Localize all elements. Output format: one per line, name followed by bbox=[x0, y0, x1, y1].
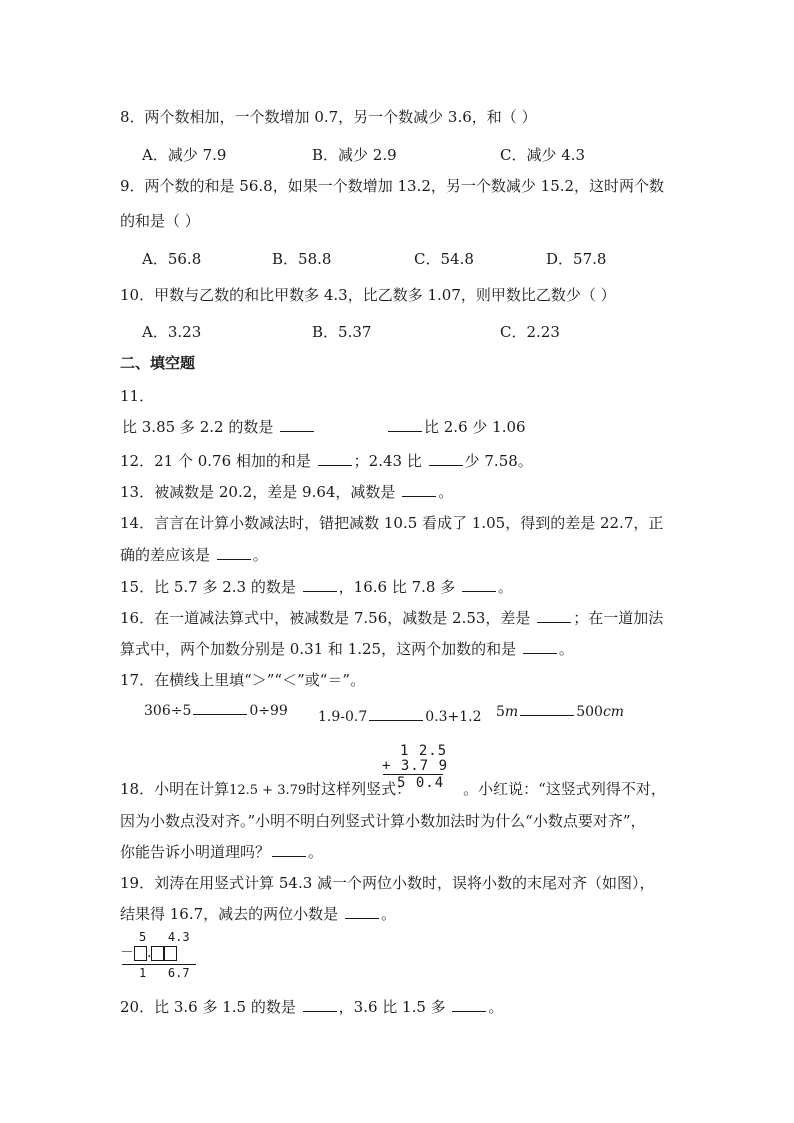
q15-blank-1[interactable] bbox=[303, 577, 337, 592]
q18-line1-c: 。小红说：“这竖式列得不对， bbox=[463, 780, 666, 798]
q17-cmp2-blank[interactable] bbox=[369, 708, 423, 721]
q14-line2 bbox=[120, 544, 268, 565]
q17-cmp3-right-num: 500 bbox=[576, 704, 603, 720]
q8-option-a[interactable]: A．减少 7.9 bbox=[142, 146, 227, 164]
q11-part2-text: 比 2.6 少 1.06 bbox=[424, 418, 526, 436]
q20-blank-2[interactable] bbox=[452, 997, 486, 1012]
q9-option-c[interactable]: C．54.8 bbox=[414, 250, 474, 268]
q11-part2 bbox=[388, 416, 526, 437]
q16-line1 bbox=[120, 607, 663, 628]
q17-cmp1-blank[interactable] bbox=[193, 702, 247, 715]
q19-blank[interactable] bbox=[345, 904, 379, 919]
q9-line2: 的和是（ ） bbox=[120, 212, 200, 230]
q14-line2-end: 。 bbox=[252, 546, 268, 564]
q18-line3-text: 你能告诉小明道理吗？ bbox=[120, 843, 271, 861]
q18-line3-end: 。 bbox=[308, 843, 324, 861]
q17-cmp3-right-unit: cm bbox=[602, 704, 625, 720]
q9-option-a[interactable]: A．56.8 bbox=[142, 250, 202, 268]
q17-compare-2 bbox=[318, 708, 482, 725]
q18-blank[interactable] bbox=[272, 842, 306, 857]
q17-compare-1 bbox=[144, 702, 288, 719]
q15-blank-2[interactable] bbox=[462, 577, 496, 592]
q15-part-c: 。 bbox=[498, 578, 514, 596]
q19-line1: 19．刘涛在用竖式计算 54.3 减一个两位小数时，误将小数的末尾对齐（如图）， bbox=[120, 874, 655, 892]
q12-blank-2[interactable] bbox=[429, 451, 463, 466]
q9-option-d[interactable]: D．57.8 bbox=[546, 250, 607, 268]
q19-line2-end: 。 bbox=[380, 905, 396, 923]
q12-part-a: 12．21 个 0.76 相加的和是 bbox=[120, 452, 311, 470]
q15-text bbox=[120, 576, 513, 597]
q13-blank[interactable] bbox=[402, 482, 436, 497]
q19-vertical-rule bbox=[122, 964, 196, 965]
q17-cmp3-left-unit: m bbox=[504, 704, 519, 720]
q20-part-c: 。 bbox=[488, 998, 504, 1016]
q19-vertical-top: 5 4.3 bbox=[139, 930, 190, 944]
q16-line2-text: 算式中，两个加数分别是 0.31 和 1.25，这两个加数的和是 bbox=[120, 640, 517, 658]
q15-part-b: ，16.6 比 7.8 多 bbox=[338, 578, 456, 596]
q14-blank[interactable] bbox=[217, 545, 251, 560]
q12-part-b: ；2.43 比 bbox=[353, 452, 422, 470]
q13-part-b: 。 bbox=[438, 483, 454, 501]
q19-digit-box-2[interactable] bbox=[151, 946, 164, 961]
q18-vertical-row1: 1 2.5 bbox=[400, 743, 448, 759]
q20-part-b: ，3.6 比 1.5 多 bbox=[338, 998, 446, 1016]
section-heading-fill-in: 二、填空题 bbox=[120, 354, 196, 372]
q16-line2-end: 。 bbox=[558, 640, 574, 658]
q20-text bbox=[120, 996, 503, 1017]
q15-part-a: 15．比 5.7 多 2.3 的数是 bbox=[120, 578, 296, 596]
q14-line2-text: 确的差应该是 bbox=[120, 546, 211, 564]
q19-digit-box-1[interactable] bbox=[134, 946, 147, 961]
q8-option-b[interactable]: B．减少 2.9 bbox=[312, 146, 397, 164]
q19-digit-box-3[interactable] bbox=[164, 946, 177, 961]
q9-line1: 9．两个数的和是 56.8，如果一个数增加 13.2，另一个数减少 15.2，这时两个数 bbox=[120, 177, 665, 195]
q13-text bbox=[120, 481, 453, 502]
q16-line2 bbox=[120, 638, 574, 659]
q18-vertical-row3: 5 0.4 bbox=[397, 775, 445, 791]
q8-stem: 8．两个数相加，一个数增加 0.7，另一个数减少 3.6，和 bbox=[120, 108, 502, 126]
q17-text: 17．在横线上里填“＞”“＜”或“＝”。 bbox=[120, 671, 366, 689]
q16-blank-2[interactable] bbox=[523, 639, 557, 654]
q9-option-b[interactable]: B．58.8 bbox=[272, 250, 332, 268]
q16-line1-end: ；在一道加法 bbox=[573, 609, 664, 627]
q18-expression: 12.5 + 3.79 bbox=[229, 783, 307, 798]
q19-line2-text: 结果得 16.7，减去的两位小数是 bbox=[120, 905, 339, 923]
q12-text bbox=[120, 450, 533, 471]
q17-cmp1-right: 0÷99 bbox=[249, 703, 288, 719]
q10-option-a[interactable]: A．3.23 bbox=[142, 323, 202, 341]
q16-blank-1[interactable] bbox=[537, 608, 571, 623]
q19-minus-sign: － bbox=[120, 945, 134, 961]
q10-text: 10．甲数与乙数的和比甲数多 4.3，比乙数多 1.07，则甲数比乙数少（ ） bbox=[120, 286, 616, 304]
q10-option-c[interactable]: C．2.23 bbox=[500, 323, 560, 341]
q8-text bbox=[120, 106, 537, 127]
q8-answer-paren: （ ） bbox=[501, 108, 537, 126]
q12-part-c: 少 7.58。 bbox=[464, 452, 533, 470]
q17-cmp2-right: 0.3+1.2 bbox=[425, 709, 482, 725]
q17-compare-3 bbox=[496, 703, 624, 720]
q11-blank-1[interactable] bbox=[280, 417, 314, 432]
q19-vertical-middle bbox=[120, 945, 177, 962]
q20-blank-1[interactable] bbox=[303, 997, 337, 1012]
q20-part-a: 20．比 3.6 多 1.5 的数是 bbox=[120, 998, 296, 1016]
q18-line3 bbox=[120, 841, 323, 862]
q11-blank-2[interactable] bbox=[388, 417, 422, 432]
q16-line1-text: 16．在一道减法算式中，被减数是 7.56，减数是 2.53，差是 bbox=[120, 609, 531, 627]
q19-vertical-bottom: 1 6.7 bbox=[139, 966, 190, 980]
q18-line1-b: 时这样列竖式： bbox=[306, 780, 412, 798]
q11-part1-text: 比 3.85 多 2.2 的数是 bbox=[122, 418, 274, 436]
q17-cmp2-left: 1.9-0.7 bbox=[318, 709, 368, 725]
q17-cmp3-blank[interactable] bbox=[520, 703, 574, 716]
q12-blank-1[interactable] bbox=[318, 451, 352, 466]
q18-line2: 因为小数点没对齐。”小明不明白列竖式计算小数加法时为什么“小数点要对齐”， bbox=[120, 812, 646, 830]
q10-option-b[interactable]: B．5.37 bbox=[312, 323, 372, 341]
q17-cmp1-left: 306÷5 bbox=[144, 703, 192, 719]
q18-line1 bbox=[120, 775, 666, 799]
q13-part-a: 13．被减数是 20.2，差是 9.64，减数是 bbox=[120, 483, 396, 501]
q17-cmp3-left-num: 5 bbox=[496, 704, 505, 720]
q19-line2 bbox=[120, 903, 396, 924]
q8-option-c[interactable]: C．减少 4.3 bbox=[500, 146, 586, 164]
q11-part1 bbox=[122, 416, 316, 437]
q18-vertical-row2: + 3.7 9 bbox=[382, 758, 449, 774]
q19-decimal-point: . bbox=[147, 945, 152, 961]
q18-line1-a: 18．小明在计算 bbox=[120, 780, 230, 798]
q14-line1: 14．言言在计算小数减法时，错把减数 10.5 看成了 1.05，得到的差是 22.7，正 bbox=[120, 514, 664, 532]
q11-number: 11． bbox=[120, 387, 155, 405]
